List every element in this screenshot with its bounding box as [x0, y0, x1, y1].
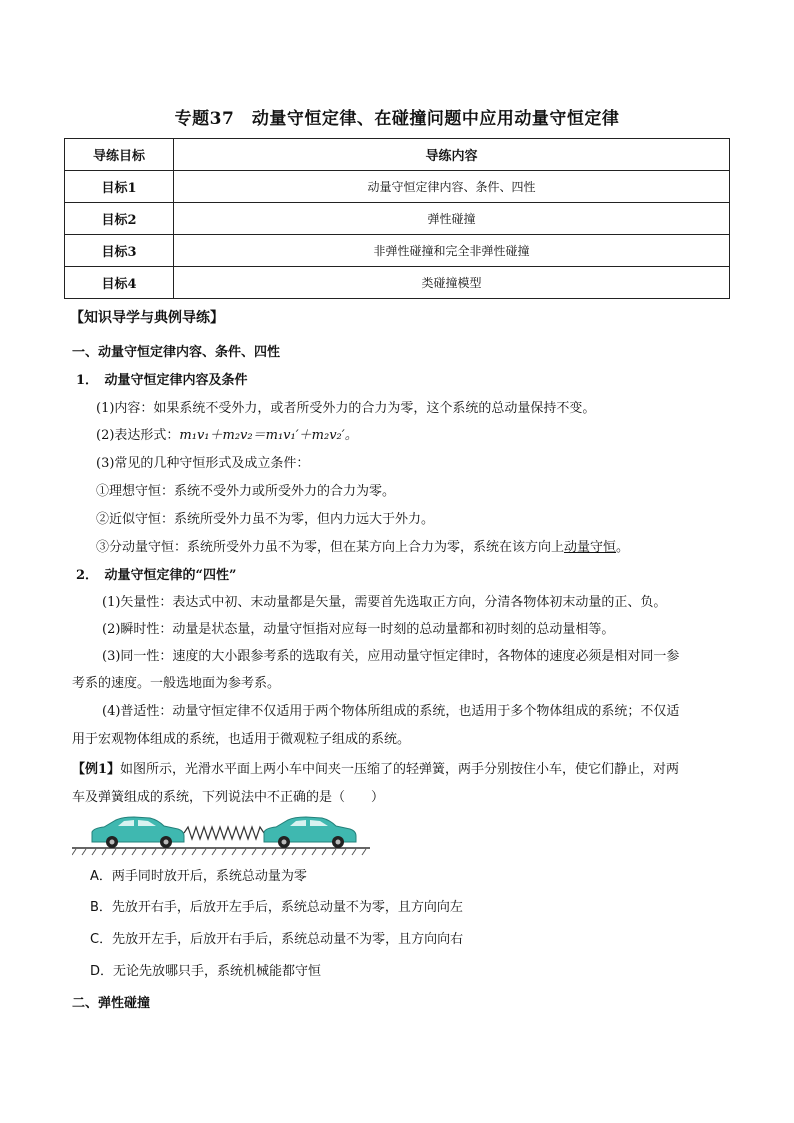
- ground-hatch: [72, 848, 370, 855]
- example-label: 【例1】: [72, 762, 121, 777]
- table-cell-content: 弹性碰撞: [174, 203, 730, 235]
- item2-title: 2． 动量守恒定律的“四性”: [76, 568, 237, 583]
- answer-option-c: C．先放开左手，后放开右手后，系统总动量不为零，且方向向右: [90, 932, 464, 947]
- condition-text: ③分动量守恒：系统所受外力虽不为零，但在某方向上合力为零，系统在该方向上: [96, 540, 565, 555]
- table-cell-content: 非弹性碰撞和完全非弹性碰撞: [174, 235, 730, 267]
- table-header-cell: 导练内容: [174, 139, 730, 171]
- example-question: [72, 758, 679, 777]
- answer-option-b: B．先放开右手，后放开左手后，系统总动量不为零，且方向向左: [90, 900, 463, 915]
- item1-title: 1． 动量守恒定律内容及条件: [76, 373, 248, 388]
- condition-end: 。: [616, 540, 630, 555]
- table-header-cell: 导练目标: [65, 139, 174, 171]
- paragraph: (3)同一性：速度的大小跟参考系的选取有关，应用动量守恒定律时，各物体的速度必须是相对同一参: [102, 649, 680, 664]
- table-cell-content: 类碰撞模型: [174, 267, 730, 299]
- part1-heading: 一、动量守恒定律内容、条件、四性: [72, 345, 281, 360]
- table-row: [65, 267, 730, 299]
- condition-item: ①理想守恒：系统不受外力或所受外力的合力为零。: [96, 484, 396, 499]
- table-cell-goal: 目标3: [65, 235, 174, 267]
- left-car-icon: [92, 817, 184, 848]
- goal-table: [64, 138, 730, 299]
- table-cell-goal: 目标2: [65, 203, 174, 235]
- section-header: 【知识导学与典例导练】: [70, 310, 224, 326]
- paragraph: (1)内容：如果系统不受外力，或者所受外力的合力为零，这个系统的总动量保持不变。: [96, 401, 596, 416]
- table-cell-goal: 目标1: [65, 171, 174, 203]
- right-car-icon: [264, 817, 356, 848]
- paragraph: (1)矢量性：表达式中初、末动量都是矢量，需要首先选取正方向，分清各物体初末动量的正、负。: [102, 595, 667, 610]
- paragraph: 用于宏观物体组成的系统，也适用于微观粒子组成的系统。: [72, 732, 411, 747]
- spring-icon: [184, 827, 264, 839]
- page-title: 专题37 动量守恒定律、在碰撞问题中应用动量守恒定律: [174, 109, 620, 129]
- table-cell-content: 动量守恒定律内容、条件、四性: [174, 171, 730, 203]
- table-cell-goal: 目标4: [65, 267, 174, 299]
- paragraph: 考系的速度。一般选地面为参考系。: [72, 676, 281, 691]
- paragraph-formula: [96, 424, 358, 443]
- paragraph: (2)瞬时性：动量是状态量，动量守恒指对应每一时刻的总动量都和初时刻的总动量相等。: [102, 622, 615, 637]
- part2-heading: 二、弹性碰撞: [72, 996, 151, 1011]
- paragraph: (3)常见的几种守恒形式及成立条件：: [96, 456, 310, 471]
- answer-option-d: D．无论先放哪只手，系统机械能都守恒: [90, 964, 322, 979]
- paragraph: (4)普适性：动量守恒定律不仅适用于两个物体所组成的系统，也适用于多个物体组成的系统；不仅适: [102, 704, 680, 719]
- formula-label: (2)表达形式：: [96, 428, 180, 443]
- table-row: [65, 171, 730, 203]
- condition-item: ②近似守恒：系统所受外力虽不为零，但内力远大于外力。: [96, 512, 435, 527]
- question-text: 车及弹簧组成的系统，下列说法中不正确的是（ ）: [72, 790, 385, 805]
- table-header-row: [65, 139, 730, 171]
- condition-item: [96, 536, 629, 555]
- answer-option-a: A．两手同时放开后，系统总动量为零: [90, 869, 307, 884]
- question-text: 如图所示，光滑水平面上两小车中间夹一压缩了的轻弹簧，两手分别按住小车，使它们静止，对两: [120, 762, 680, 777]
- cars-spring-illustration: [72, 812, 370, 856]
- momentum-formula: m₁v₁＋m₂v₂＝m₁v₁′＋m₂v₂′。: [179, 428, 358, 443]
- underlined-term: 动量守恒: [564, 540, 617, 555]
- table-row: [65, 235, 730, 267]
- table-row: [65, 203, 730, 235]
